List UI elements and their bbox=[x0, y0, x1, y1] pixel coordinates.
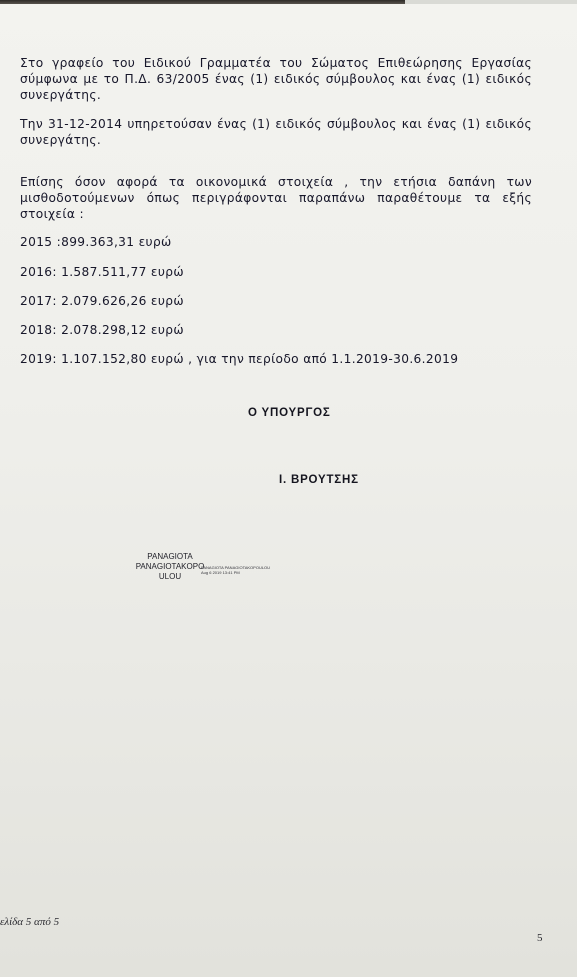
page-label: ελίδα 5 από 5 bbox=[0, 916, 60, 928]
digital-signature-line-1: PANAGIOTA bbox=[147, 552, 193, 561]
paragraph-staff-2014: Την 31-12-2014 υπηρετούσαν ένας (1) ειδικός σύμβουλος και ένας (1) ειδικός συνεργάτης. bbox=[20, 117, 532, 147]
paragraph-financial-data-intro: Επίσης όσον αφορά τα οικονομικά στοιχεία , την ετήσια δαπάνη των μισθοδοτούμενων όπως περιγράφονται παραπάνω παραθέτουμε τα εξής στοιχεία : bbox=[20, 175, 532, 221]
digital-signature-line-2: PANAGIOTAKOPO bbox=[135, 562, 205, 571]
page-number: 5 bbox=[537, 932, 543, 944]
spending-2015: 2015 :899.363,31 ευρώ bbox=[20, 235, 172, 249]
minister-title: Ο ΥΠΟΥΡΓΟΣ bbox=[248, 407, 331, 419]
document-page bbox=[0, 4, 577, 977]
digital-signature-detail bbox=[201, 565, 270, 575]
digital-signature-line-3: ULOU bbox=[158, 572, 182, 581]
spending-2019: 2019: 1.107.152,80 ευρώ , για την περίοδο από 1.1.2019-30.6.2019 bbox=[20, 352, 459, 366]
spending-2017: 2017: 2.079.626,26 ευρώ bbox=[20, 294, 184, 308]
paragraph-special-secretary-office: Στο γραφείο του Ειδικού Γραμματέα του Σώματος Επιθεώρησης Εργασίας σύμφωνα με το Π.Δ. 63/2005 ένας (1) ειδικός σύμβουλος και ένας (1) ειδικός συνεργάτης. bbox=[20, 56, 532, 102]
digital-signature-signer: PANAGIOTA PANAGIOTAKOPOULOU bbox=[201, 565, 271, 570]
digital-signature-date: Aug 6 2019 13:41 PM bbox=[201, 570, 240, 575]
spending-2018: 2018: 2.078.298,12 ευρώ bbox=[20, 323, 184, 337]
minister-name: Ι. ΒΡΟΥΤΣΗΣ bbox=[279, 474, 359, 486]
spending-2016: 2016: 1.587.511,77 ευρώ bbox=[20, 265, 184, 279]
